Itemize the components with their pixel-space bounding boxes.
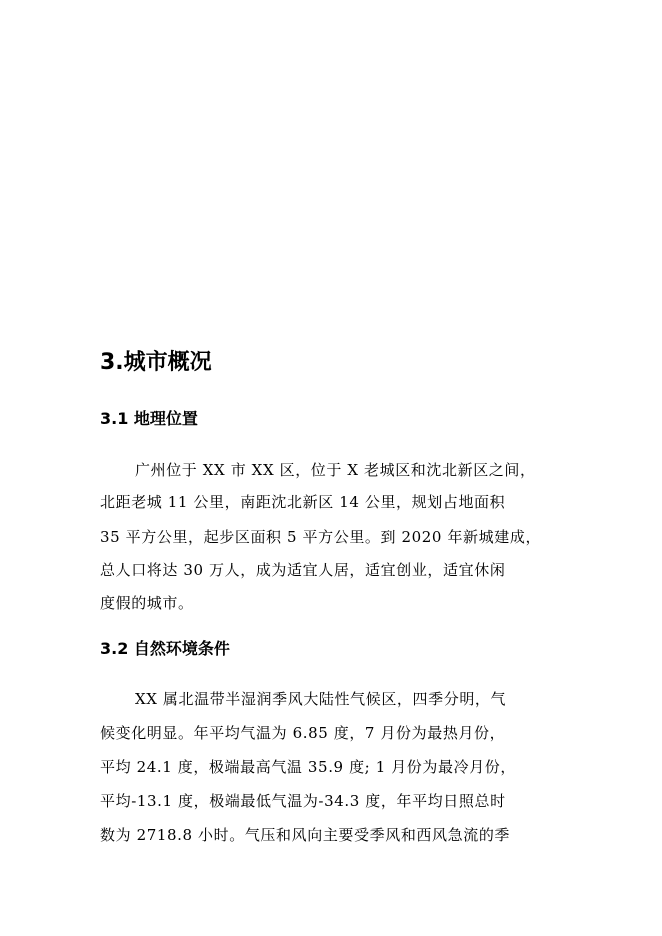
paragraph-line: 数为 2718.8 小时。气压和风向主要受季风和西风急流的季 (100, 826, 511, 844)
section-title: 3.城市概况 (100, 350, 212, 375)
subsection-heading-env: 3.2 自然环境条件 (100, 639, 230, 658)
paragraph-line: 平均-13.1 度，极端最低气温为-34.3 度，年平均日照总时 (100, 792, 506, 810)
paragraph-line: 度假的城市。 (100, 594, 194, 612)
paragraph-line: 总人口将达 30 万人，成为适宜人居，适宜创业，适宜休闲 (100, 561, 506, 579)
paragraph-line: 北距老城 11 公里，南距沈北新区 14 公里，规划占地面积 (100, 493, 506, 511)
paragraph-line: 35 平方公里，起步区面积 5 平方公里。到 2020 年新城建成， (100, 528, 542, 546)
subsection-heading-geo: 3.1 地理位置 (100, 409, 198, 428)
paragraph-line: 广州位于 XX 市 XX 区，位于 X 老城区和沈北新区之间， (135, 461, 536, 479)
paragraph-line: 平均 24.1 度，极端最高气温 35.9 度; 1 月份为最冷月份， (100, 758, 517, 776)
paragraph-line: 候变化明显。年平均气温为 6.85 度，7 月份为最热月份， (100, 724, 506, 742)
paragraph-line: XX 属北温带半湿润季风大陆性气候区，四季分明，气 (135, 690, 507, 708)
